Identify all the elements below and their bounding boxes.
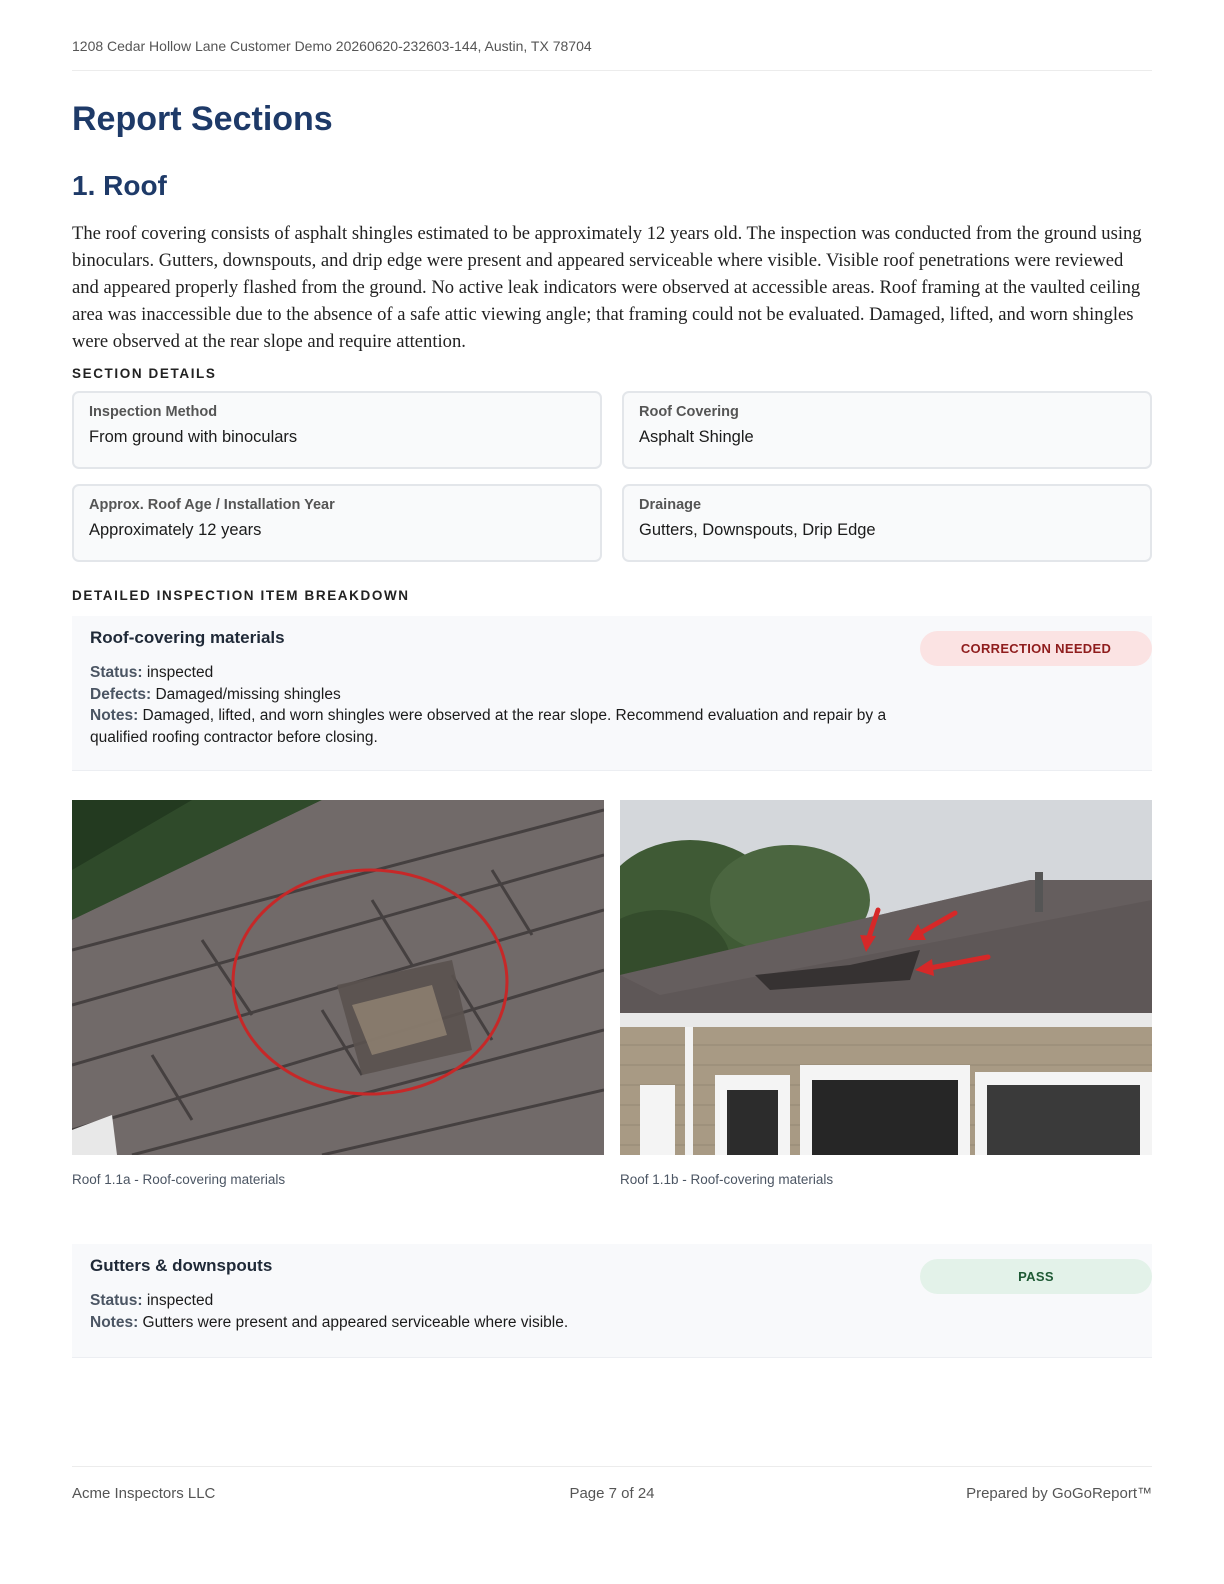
detail-card-roof-age [72, 484, 602, 562]
detail-title: Inspection Method [89, 404, 218, 420]
detail-value: Asphalt Shingle [639, 428, 754, 446]
breakdown-label: DETAILED INSPECTION ITEM BREAKDOWN [72, 588, 410, 603]
section-details-label: SECTION DETAILS [72, 366, 217, 381]
notes-label: Notes: [90, 1313, 139, 1331]
section-title: 1. Roof [72, 170, 167, 201]
detail-title: Roof Covering [639, 404, 739, 420]
footer-company: Acme Inspectors LLC [72, 1485, 216, 1502]
inspection-item-gutters [72, 1244, 1152, 1358]
footer-prepared-by: Prepared by GoGoReport™ [966, 1485, 1152, 1502]
detail-card-roof-covering [622, 391, 1152, 469]
detail-card-inspection-method [72, 391, 602, 469]
item-notes [90, 1312, 890, 1334]
defects-label: Defects: [90, 685, 152, 703]
photo-caption-1a: Roof 1.1a - Roof-covering materials [72, 1172, 286, 1187]
photo-caption-1b: Roof 1.1b - Roof-covering materials [620, 1172, 834, 1187]
notes-value: Gutters were present and appeared serviceable where visible. [142, 1313, 569, 1331]
item-notes [90, 705, 890, 748]
page-footer [72, 1466, 1152, 1502]
status-label: Status: [90, 664, 143, 681]
notes-label: Notes: [90, 707, 139, 724]
footer-page-number: Page 7 of 24 [569, 1485, 655, 1502]
item-title: Gutters & downspouts [90, 1256, 273, 1275]
status-value: inspected [146, 1292, 214, 1309]
status-badge: PASS [920, 1259, 1152, 1294]
defects-value: Damaged/missing shingles [155, 685, 341, 703]
detail-value: From ground with binoculars [89, 428, 298, 446]
detail-value: Approximately 12 years [89, 521, 262, 539]
detail-card-drainage [622, 484, 1152, 562]
property-address-header: 1208 Cedar Hollow Lane Customer Demo 20260620-232603-144, Austin, TX 78704 [72, 38, 1152, 71]
item-defects [90, 684, 890, 706]
inspection-item-roof-covering [72, 616, 1152, 771]
detail-value: Gutters, Downspouts, Drip Edge [639, 521, 876, 539]
item-status [90, 1290, 890, 1312]
status-value: inspected [146, 664, 214, 681]
detail-title: Drainage [639, 497, 702, 513]
roof-photo-1a[interactable] [72, 800, 604, 1155]
section-summary: The roof covering consists of asphalt shingles estimated to be approximately 12 years old. The inspection was conducted from the ground using binoculars. Gutters, downspouts, and drip edge were present and appeared serviceable where visible. Visible roof penetrations were reviewed and appeared properly flashed from the ground. No active leak indicators were observed at accessible areas. Roof framing at the vaulted ceiling area was inaccessible due to the absence of a safe attic viewing angle; that framing could not be evaluated. Damaged, lifted, and worn shingles were observed at the rear slope and require attention. [72, 223, 1142, 352]
notes-value: Damaged, lifted, and worn shingles were observed at the rear slope. Recommend evaluation and repair by a qualified roofing contractor before closing. [90, 707, 887, 746]
item-title: Roof-covering materials [90, 628, 285, 647]
item-status [90, 662, 890, 684]
detail-title: Approx. Roof Age / Installation Year [89, 497, 335, 513]
report-title: Report Sections [72, 100, 333, 138]
roof-photo-1b[interactable] [620, 800, 1152, 1155]
status-badge: CORRECTION NEEDED [920, 631, 1152, 666]
status-label: Status: [90, 1292, 143, 1309]
